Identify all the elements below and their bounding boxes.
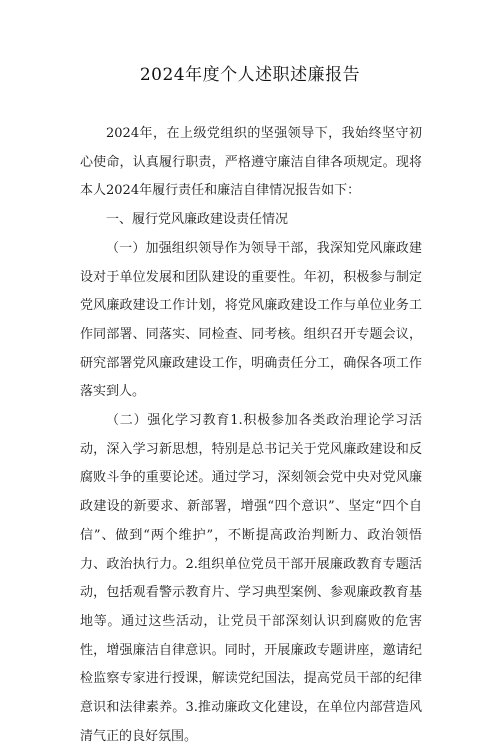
section-heading-1: 一、履行党风廉政建设责任情况 [106, 212, 289, 228]
document-title: 2024年度个人述职述廉报告 [139, 65, 361, 85]
paragraph-intro: 2024年，在上级党组织的坚强领导下，我始终坚守初心使命，认真履行职责，严格遵守廉洁自律各项规定。现将本人2024年履行责任和廉洁自律情况报告如下： [80, 126, 422, 199]
paragraph-organization: （一）加强组织领导作为领导干部，我深知党风廉政建设对于单位发展和团队建设的重要性。年初，积极参与制定党风廉政建设工作计划，将党风廉政建设工作与单位业务工作同部署、同落实、同检查、同考核。组织召开专题会议，研究部署党风廉政建设工作，明确责任分工，确保各项工作落实到人。 [80, 240, 422, 400]
document-body [80, 120, 422, 751]
paragraph-education: （二）强化学习教育1.积极参加各类政治理论学习活动，深入学习新思想，特别是总书记关于党风廉政建设和反腐败斗争的重要论述。通过学习，深刻领会党中央对党风廉政建设的新要求、新部署，增强“四个意识”、坚定“四个自信”、做到“两个维护”，不断提高政治判断力、政治领悟力、政治执行力。2.组织单位党员干部开展廉政教育专题活动，包括观看警示教育片、学习典型案例、参观廉政教育基地等。通过这些活动，让党员干部深刻认识到腐败的危害性，增强廉洁自律意识。同时，开展廉政专题讲座，邀请纪检监察专家进行授课，解读党纪国法，提高党员干部的纪律意识和法律素养。3.推动廉政文化建设，在单位内部营造风清气正的良好氛围。 [80, 413, 422, 744]
